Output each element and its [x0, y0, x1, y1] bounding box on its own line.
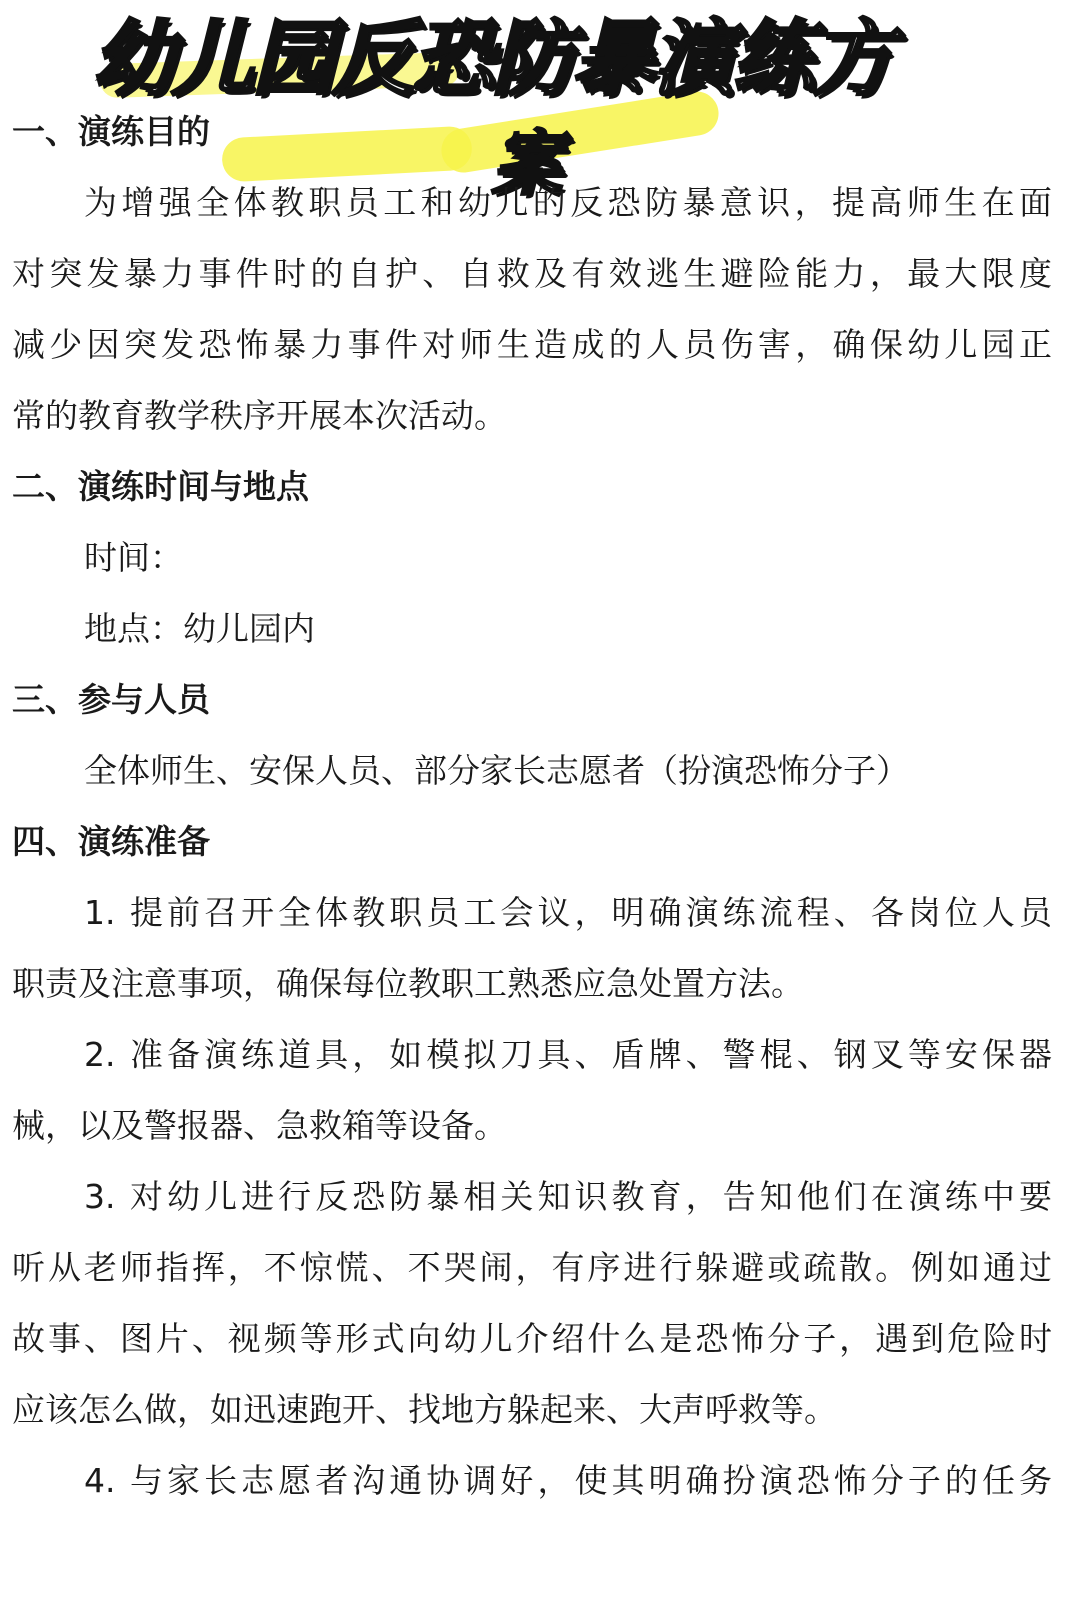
paragraph-line: 常的教育教学秩序开展本次活动。 [12, 396, 507, 435]
prep-item-1-line: 1. 提前召开全体教职员工会议，明确演练流程、各岗位人员 [84, 893, 1052, 932]
paragraph-line: 减少因突发恐怖暴力事件对师生造成的人员伤害，确保幼儿园正 [12, 325, 1052, 364]
paragraph-line: 为增强全体教职员工和幼儿的反恐防暴意识，提高师生在面 [84, 183, 1052, 222]
time-label: 时间： [84, 538, 183, 577]
prep-item-3-line: 故事、图片、视频等形式向幼儿介绍什么是恐怖分子，遇到危险时 [12, 1319, 1052, 1358]
place-label: 地点：幼儿园内 [84, 609, 315, 648]
section-heading-preparation: 四、演练准备 [12, 822, 210, 861]
prep-item-4-line: 4. 与家长志愿者沟通协调好，使其明确扮演恐怖分子的任务 [84, 1461, 1052, 1500]
prep-item-3-line: 听从老师指挥，不惊慌、不哭闹，有序进行躲避或疏散。例如通过 [12, 1248, 1052, 1287]
prep-item-2-line: 械，以及警报器、急救箱等设备。 [12, 1106, 507, 1145]
prep-item-1-line: 职责及注意事项，确保每位教职工熟悉应急处置方法。 [12, 964, 804, 1003]
paragraph-line: 对突发暴力事件时的自护、自救及有效逃生避险能力，最大限度 [12, 254, 1052, 293]
section-heading-time-place: 二、演练时间与地点 [12, 467, 309, 506]
document-body [12, 96, 1052, 1516]
section-heading-participants: 三、参与人员 [12, 680, 210, 719]
section-heading-purpose: 一、演练目的 [12, 112, 210, 151]
prep-item-3-line: 应该怎么做，如迅速跑开、找地方躲起来、大声呼救等。 [12, 1390, 837, 1429]
prep-item-3-line: 3. 对幼儿进行反恐防暴相关知识教育，告知他们在演练中要 [84, 1177, 1052, 1216]
document-title: 幼儿园反恐防暴演练方 [92, 12, 892, 107]
document-title-continued: 案 [492, 123, 560, 205]
participants-text: 全体师生、安保人员、部分家长志愿者（扮演恐怖分子） [84, 751, 909, 790]
prep-item-2-line: 2. 准备演练道具，如模拟刀具、盾牌、警棍、钢叉等安保器 [84, 1035, 1052, 1074]
